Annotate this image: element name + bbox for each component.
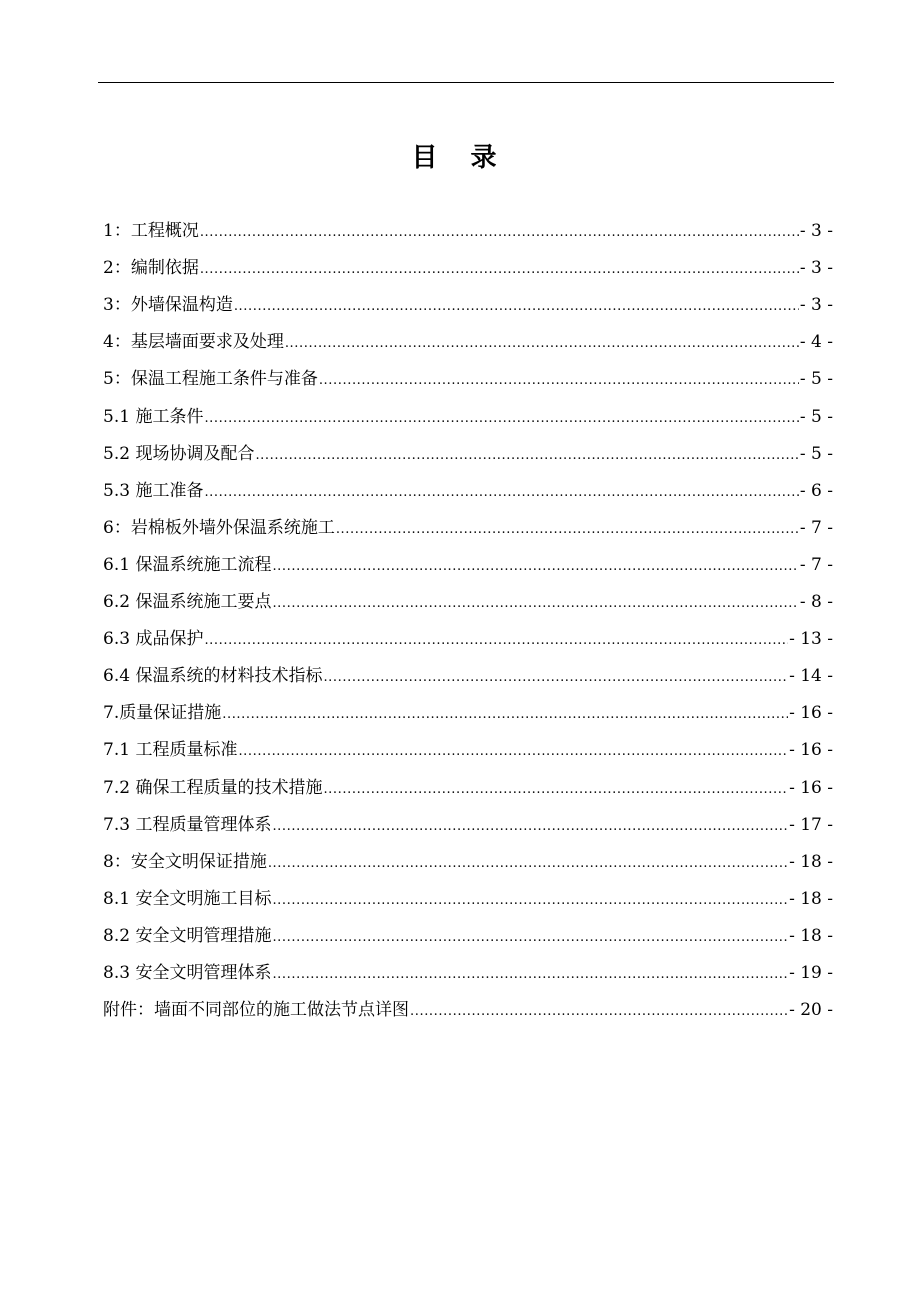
toc-dot-leader [233, 293, 799, 317]
toc-entry-label: 7.1 工程质量标准 [103, 740, 238, 761]
toc-dot-leader [267, 850, 788, 874]
toc-entry[interactable] [103, 354, 833, 391]
toc-entry-page-number: - 18 - [789, 925, 833, 946]
toc-entry[interactable] [103, 503, 833, 540]
toc-dot-leader [322, 664, 788, 688]
toc-entry[interactable] [103, 577, 833, 614]
toc-entry[interactable] [103, 280, 833, 317]
toc-entry-label: 5.2 现场协调及配合 [103, 443, 255, 464]
toc-entry[interactable] [103, 429, 833, 466]
toc-dot-leader [203, 479, 798, 503]
toc-entry[interactable] [103, 725, 833, 762]
toc-entry-label: 6.1 保温系统施工流程 [103, 554, 272, 575]
toc-entry-page-number: - 5 - [799, 406, 833, 427]
toc-entry-page-number: - 19 - [789, 962, 833, 983]
toc-entry-label: 3：外墙保温构造 [103, 295, 233, 316]
toc-dot-leader [221, 701, 788, 725]
toc-entry[interactable] [103, 762, 833, 799]
toc-entry-label: 7.3 工程质量管理体系 [103, 814, 272, 835]
toc-dot-leader [409, 998, 788, 1022]
toc-entry-page-number: - 18 - [789, 888, 833, 909]
toc-dot-leader [271, 924, 788, 948]
toc-entry-page-number: - 7 - [799, 517, 833, 538]
toc-entry-label: 5：保温工程施工条件与准备 [103, 369, 318, 390]
toc-entry-label: 8.2 安全文明管理措施 [103, 925, 272, 946]
toc-entry-page-number: - 16 - [789, 703, 833, 724]
toc-dot-leader [203, 405, 798, 429]
toc-entry-label: 7.质量保证措施 [103, 703, 222, 724]
toc-dot-leader [203, 627, 788, 651]
toc-entry[interactable] [103, 466, 833, 503]
toc-dot-leader [237, 738, 788, 762]
toc-entry-page-number: - 18 - [789, 851, 833, 872]
toc-dot-leader [254, 442, 798, 466]
toc-title: 目 录 [411, 143, 509, 173]
toc-entry-page-number: - 13 - [789, 629, 833, 650]
toc-entry[interactable] [103, 540, 833, 577]
toc-entry-label: 5.3 施工准备 [103, 480, 204, 501]
toc-dot-leader [271, 961, 788, 985]
toc-entry-page-number: - 20 - [789, 1000, 833, 1021]
toc-entry[interactable] [103, 837, 833, 874]
toc-entry-label: 7.2 确保工程质量的技术措施 [103, 777, 323, 798]
toc-dot-leader [199, 219, 799, 243]
toc-entry-label: 8.3 安全文明管理体系 [103, 962, 272, 983]
toc-entry[interactable] [103, 317, 833, 354]
toc-dot-leader [284, 330, 799, 354]
toc-entry-page-number: - 3 - [799, 221, 833, 242]
toc-entry[interactable] [103, 243, 833, 280]
toc-entry-page-number: - 5 - [799, 369, 833, 390]
toc-entry[interactable] [103, 911, 833, 948]
toc-entry[interactable] [103, 800, 833, 837]
toc-entry-label: 6.2 保温系统施工要点 [103, 592, 272, 613]
toc-entry-page-number: - 6 - [799, 480, 833, 501]
toc-entry-page-number: - 8 - [799, 592, 833, 613]
toc-entry[interactable] [103, 948, 833, 985]
toc-list [103, 206, 833, 1022]
toc-entry-label: 6：岩棉板外墙外保温系统施工 [103, 517, 335, 538]
header-rule [98, 82, 834, 83]
toc-entry-label: 1：工程概况 [103, 221, 199, 242]
toc-dot-leader [271, 887, 788, 911]
toc-dot-leader [271, 590, 798, 614]
toc-entry-page-number: - 3 - [799, 258, 833, 279]
toc-entry-label: 6.4 保温系统的材料技术指标 [103, 666, 323, 687]
toc-entry-page-number: - 7 - [799, 554, 833, 575]
toc-entry-page-number: - 17 - [789, 814, 833, 835]
toc-entry-label: 4：基层墙面要求及处理 [103, 332, 284, 353]
toc-dot-leader [271, 553, 798, 577]
toc-dot-leader [271, 813, 788, 837]
toc-entry[interactable] [103, 874, 833, 911]
toc-entry[interactable] [103, 651, 833, 688]
toc-entry-label: 6.3 成品保护 [103, 629, 204, 650]
toc-entry[interactable] [103, 985, 833, 1022]
toc-entry-page-number: - 16 - [789, 777, 833, 798]
toc-dot-leader [322, 776, 788, 800]
toc-dot-leader [199, 256, 799, 280]
toc-entry[interactable] [103, 614, 833, 651]
toc-entry[interactable] [103, 206, 833, 243]
toc-entry-label: 8.1 安全文明施工目标 [103, 888, 272, 909]
toc-dot-leader [318, 367, 799, 391]
toc-entry-page-number: - 14 - [789, 666, 833, 687]
toc-entry-label: 2：编制依据 [103, 258, 199, 279]
toc-entry-page-number: - 5 - [799, 443, 833, 464]
toc-entry[interactable] [103, 688, 833, 725]
toc-entry-page-number: - 3 - [799, 295, 833, 316]
toc-entry-label: 8：安全文明保证措施 [103, 851, 267, 872]
toc-dot-leader [335, 516, 799, 540]
toc-entry-page-number: - 4 - [799, 332, 833, 353]
toc-entry-page-number: - 16 - [789, 740, 833, 761]
toc-entry-label: 附件：墙面不同部位的施工做法节点详图 [103, 1000, 409, 1021]
toc-entry[interactable] [103, 391, 833, 428]
toc-entry-label: 5.1 施工条件 [103, 406, 204, 427]
